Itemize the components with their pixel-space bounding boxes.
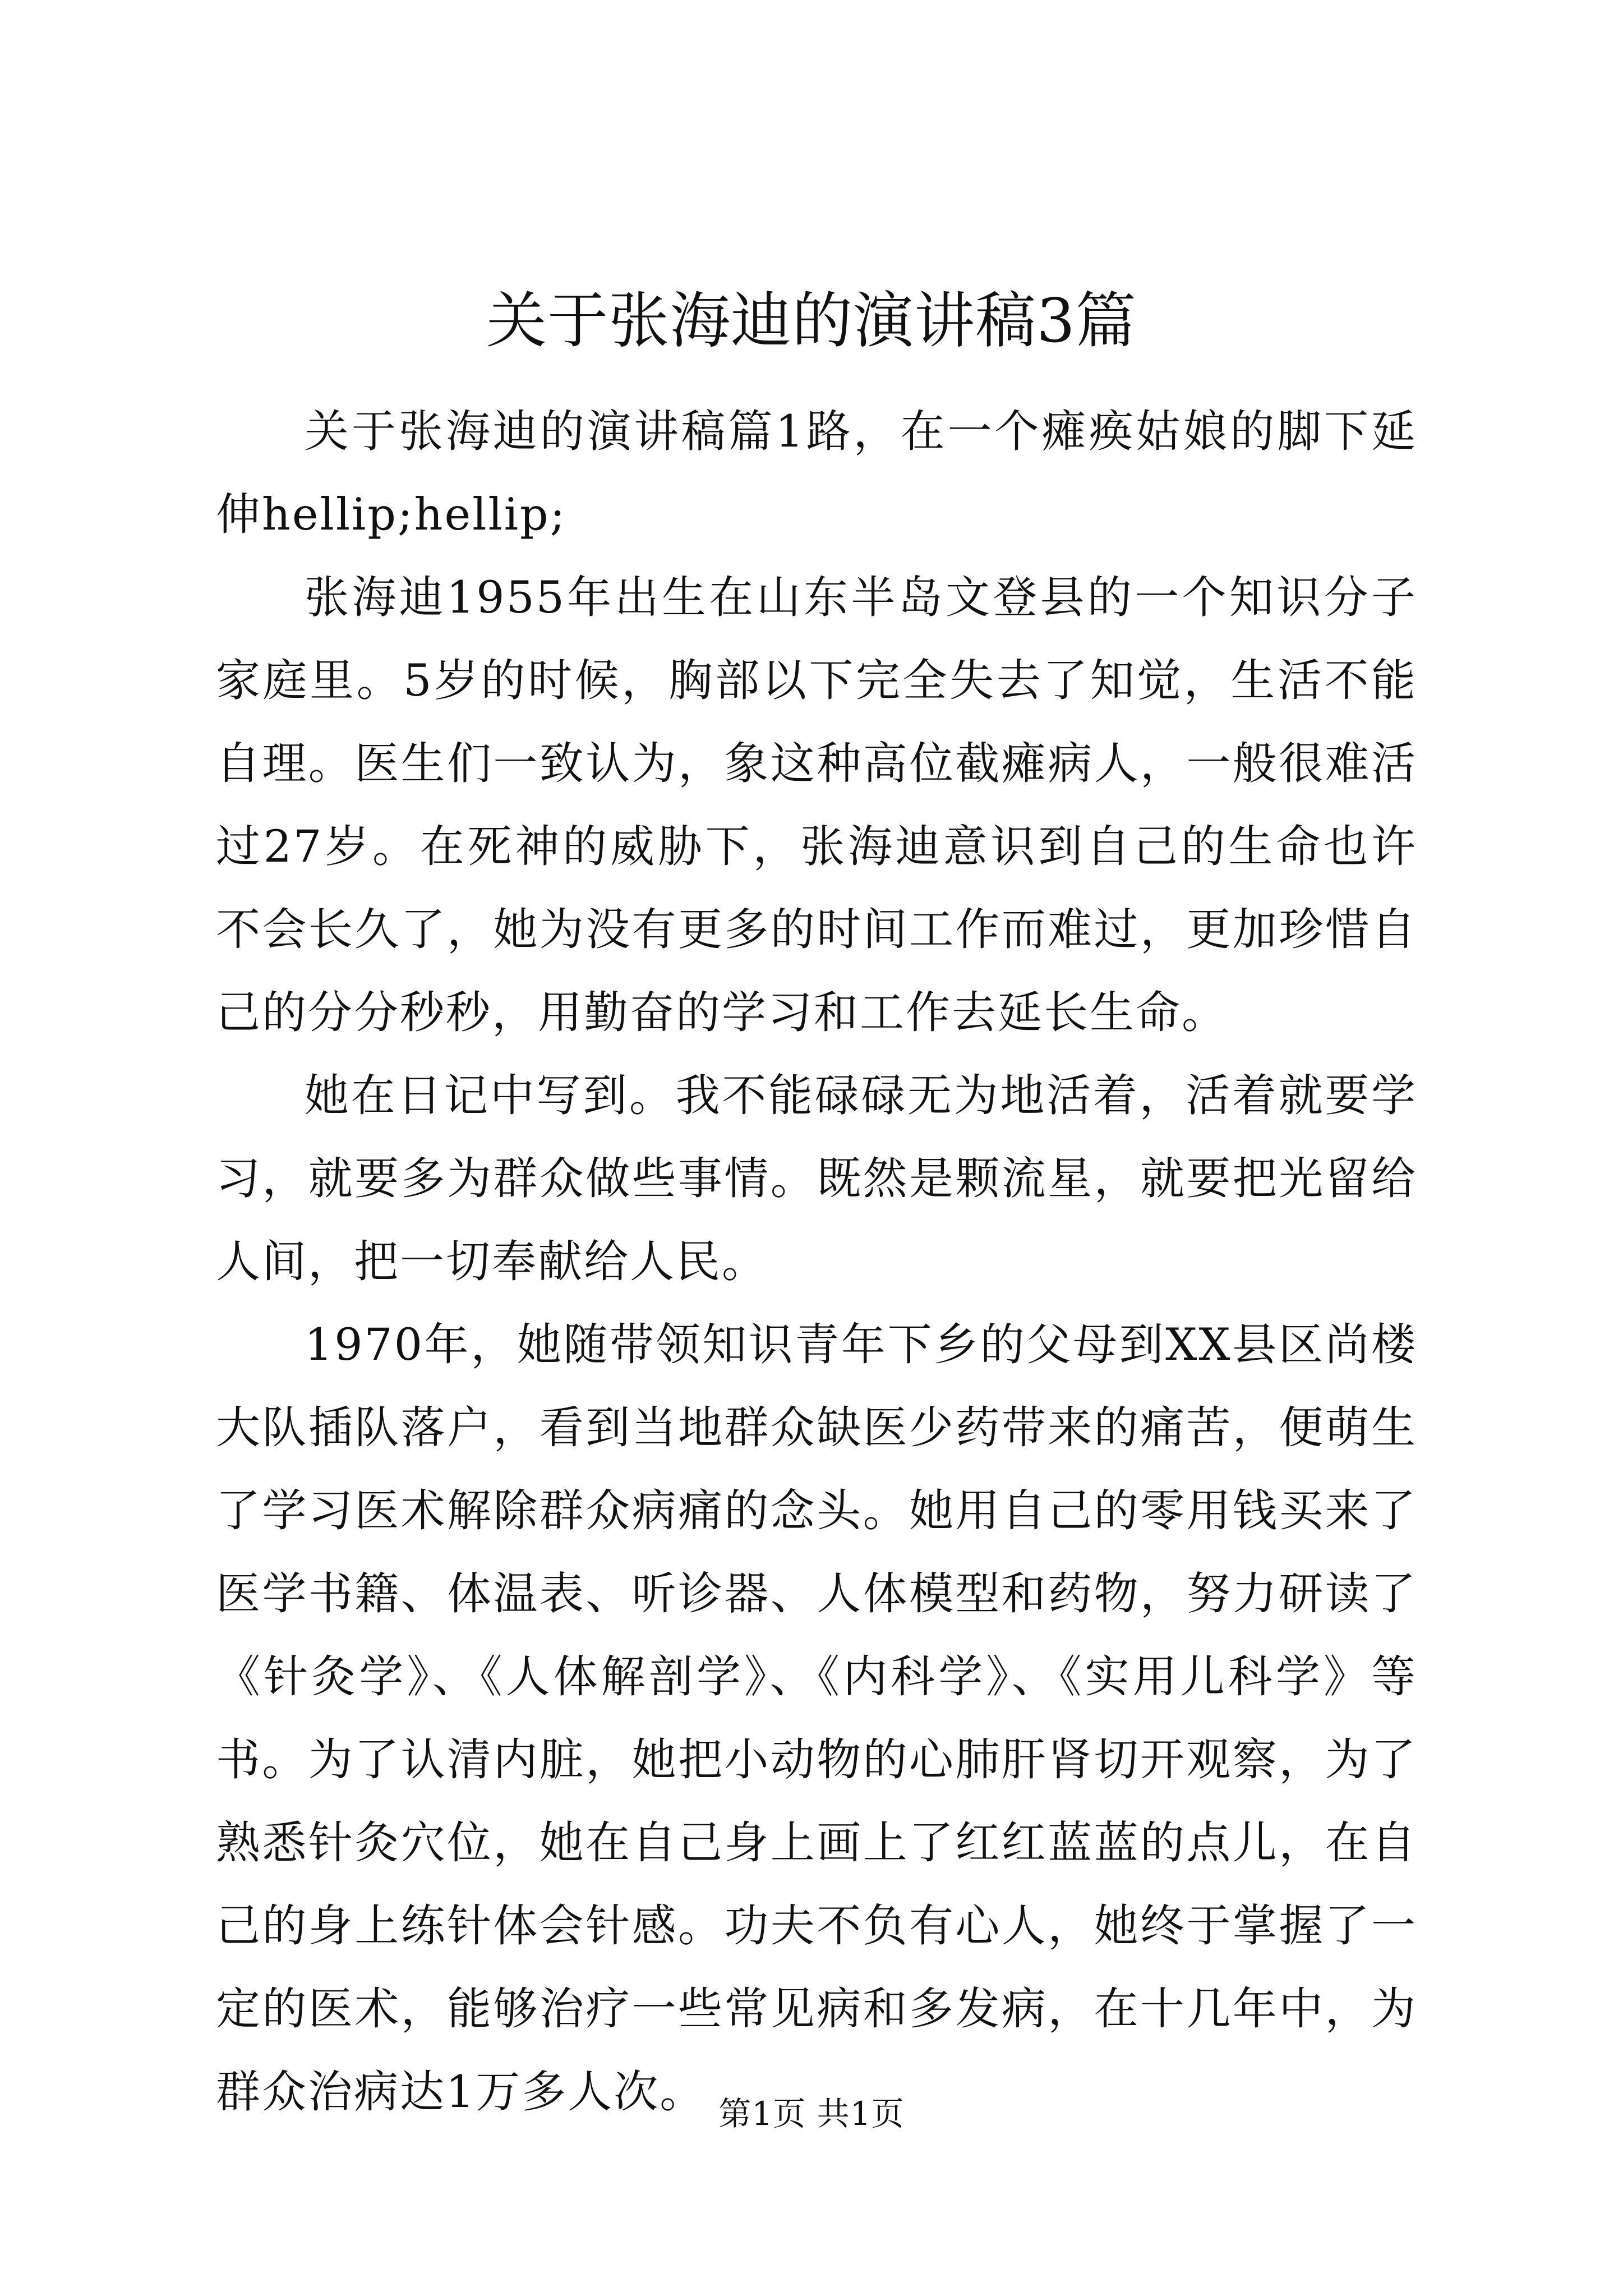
paragraph-3: 她在日记中写到。我不能碌碌无为地活着，活着就要学习，就要多为群众做些事情。既然是颗流星，就要把光留给人间，把一切奉献给人民。 xyxy=(216,1070,1417,1287)
document-title: 关于张海迪的演讲稿3篇 xyxy=(486,286,1137,356)
page-footer: 第1页 共1页 xyxy=(718,2095,905,2133)
document-body xyxy=(216,390,1417,2133)
paragraph-2: 张海迪1955年出生在山东半岛文登县的一个知识分子家庭里。5岁的时候，胸部以下完全失去了知觉，生活不能自理。医生们一致认为，象这种高位截瘫病人，一般很难活过27岁。在死神的威胁下，张海迪意识到自己的生命也许不会长久了，她为没有更多的时间工作而难过，更加珍惜自己的分分秒秒，用勤奋的学习和工作去延长生命。 xyxy=(216,572,1417,1038)
paragraph-1: 关于张海迪的演讲稿篇1路，在一个瘫痪姑娘的脚下延伸hellip;hellip; xyxy=(216,406,1417,540)
paragraph-4: 1970年，她随带领知识青年下乡的父母到XX县区尚楼大队插队落户，看到当地群众缺医少药带来的痛苦，便萌生了学习医术解除群众病痛的念头。她用自己的零用钱买来了医学书籍、体温表、听诊器、人体模型和药物，努力研读了《针灸学》、《人体解剖学》、《内科学》、《实用儿科学》等书。为了认清内脏，她把小动物的心肺肝肾切开观察，为了熟悉针灸穴位，她在自己身上画上了红红蓝蓝的点儿，在自己的身上练针体会针感。功夫不负有心人，她终于掌握了一定的医术，能够治疗一些常见病和多发病，在十几年中，为群众治病达1万多人次。 xyxy=(216,1319,1417,2118)
